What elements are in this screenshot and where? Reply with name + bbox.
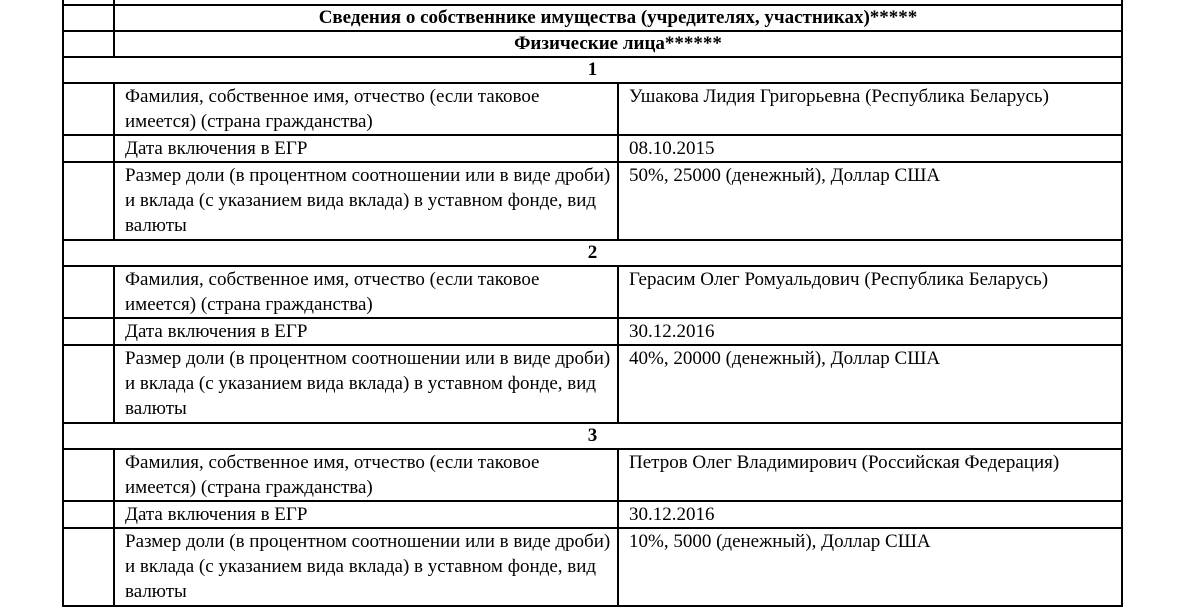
date-value: 30.12.2016: [618, 501, 1122, 528]
person-number: 1: [63, 57, 1122, 83]
date-label: Дата включения в ЕГР: [114, 135, 618, 162]
name-label: Фамилия, собственное имя, отчество (если таковое имеется) (страна гражданства): [114, 449, 618, 501]
empty-num-cell: [63, 501, 114, 528]
share-label: Размер доли (в процентном соотношении или в виде дроби) и вклада (с указанием вида вклада) в уставном фонде, вид валюты: [114, 528, 618, 606]
empty-num-cell: [63, 345, 114, 423]
date-label: Дата включения в ЕГР: [114, 501, 618, 528]
name-label: Фамилия, собственное имя, отчество (если таковое имеется) (страна гражданства): [114, 83, 618, 135]
person-number-row: [63, 423, 1122, 449]
person-number: 2: [63, 240, 1122, 266]
section-title: Сведения о собственнике имущества (учредителях, участниках)*****: [114, 5, 1122, 31]
empty-num-cell: [63, 162, 114, 240]
empty-num-cell: [63, 318, 114, 345]
share-value: 40%, 20000 (денежный), Доллар США: [618, 345, 1122, 423]
name-value: Петров Олег Владимирович (Российская Федерация): [618, 449, 1122, 501]
table-row: [63, 501, 1122, 528]
table-row: [63, 528, 1122, 606]
share-value: 50%, 25000 (денежный), Доллар США: [618, 162, 1122, 240]
date-value: 30.12.2016: [618, 318, 1122, 345]
name-value: Герасим Олег Ромуальдович (Республика Беларусь): [618, 266, 1122, 318]
table-row: [63, 318, 1122, 345]
table-row: [63, 83, 1122, 135]
table-row: [63, 345, 1122, 423]
table-row: [63, 162, 1122, 240]
empty-num-cell: [63, 449, 114, 501]
name-label: Фамилия, собственное имя, отчество (если таковое имеется) (страна гражданства): [114, 266, 618, 318]
share-value: 10%, 5000 (денежный), Доллар США: [618, 528, 1122, 606]
date-label: Дата включения в ЕГР: [114, 318, 618, 345]
person-number-row: [63, 57, 1122, 83]
person-number-row: [63, 240, 1122, 266]
table-row: [63, 449, 1122, 501]
date-value: 08.10.2015: [618, 135, 1122, 162]
empty-num-cell: [63, 266, 114, 318]
owners-table: [62, 0, 1123, 607]
share-label: Размер доли (в процентном соотношении или в виде дроби) и вклада (с указанием вида вклада) в уставном фонде, вид валюты: [114, 162, 618, 240]
section-title-num-cell: [63, 5, 114, 31]
subsection-title: Физические лица******: [114, 31, 1122, 57]
table-row: [63, 135, 1122, 162]
empty-num-cell: [63, 83, 114, 135]
subsection-title-row: [63, 31, 1122, 57]
empty-num-cell: [63, 528, 114, 606]
table-row: [63, 266, 1122, 318]
name-value: Ушакова Лидия Григорьевна (Республика Беларусь): [618, 83, 1122, 135]
subsection-title-num-cell: [63, 31, 114, 57]
person-number: 3: [63, 423, 1122, 449]
empty-num-cell: [63, 135, 114, 162]
section-title-row: [63, 5, 1122, 31]
share-label: Размер доли (в процентном соотношении или в виде дроби) и вклада (с указанием вида вклада) в уставном фонде, вид валюты: [114, 345, 618, 423]
